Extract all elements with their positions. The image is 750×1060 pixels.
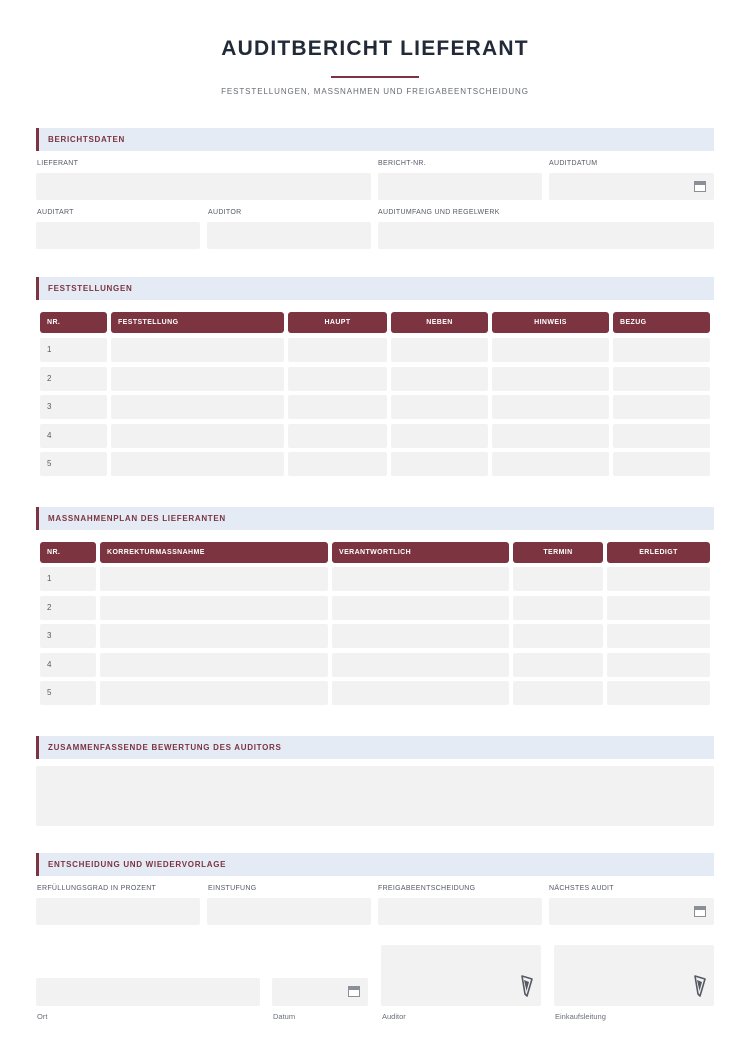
auditor-label: AUDITOR <box>208 209 242 216</box>
row-number: 1 <box>47 574 52 583</box>
actions-row-cell[interactable] <box>513 624 603 648</box>
row-number: 3 <box>47 402 52 411</box>
actions-row-cell[interactable] <box>332 681 509 705</box>
section-header-decision <box>36 853 714 876</box>
date-field[interactable] <box>272 978 368 1006</box>
section-header-assessment <box>36 736 714 759</box>
findings-col-finding: FESTSTELLUNG <box>111 312 284 333</box>
audit-type-label: AUDITART <box>37 209 74 216</box>
actions-row-cell[interactable] <box>607 653 710 677</box>
purchasing-signature-field[interactable] <box>554 945 714 1006</box>
findings-row-cell[interactable] <box>288 452 387 476</box>
findings-row-cell[interactable] <box>613 367 710 391</box>
page-title: AUDITBERICHT LIEFERANT <box>221 37 529 60</box>
section-header-action-plan <box>36 507 714 530</box>
findings-row-cell[interactable] <box>288 367 387 391</box>
actions-row-number-cell <box>40 596 96 620</box>
findings-row-cell[interactable] <box>391 395 488 419</box>
findings-col-reference: BEZUG <box>613 312 710 333</box>
calendar-icon[interactable] <box>694 181 706 192</box>
findings-row-cell[interactable] <box>111 424 284 448</box>
findings-row-cell[interactable] <box>613 424 710 448</box>
actions-row-cell[interactable] <box>607 596 710 620</box>
purchasing-signature-label: Einkaufsleitung <box>555 1012 606 1021</box>
auditor-field[interactable] <box>207 222 371 249</box>
section-title: ZUSAMMENFASSENDE BEWERTUNG DES AUDITORS <box>48 743 282 752</box>
actions-row-cell[interactable] <box>332 624 509 648</box>
row-number: 4 <box>47 659 52 669</box>
findings-row-cell[interactable] <box>391 367 488 391</box>
actions-row-number-cell <box>40 624 96 648</box>
findings-row-number-cell <box>40 424 107 448</box>
findings-row-cell[interactable] <box>391 424 488 448</box>
actions-row-cell[interactable] <box>513 653 603 677</box>
actions-row-cell[interactable] <box>100 567 328 591</box>
actions-col-done: ERLEDIGT <box>607 542 710 563</box>
supplier-label: LIEFERANT <box>37 160 79 167</box>
findings-row-cell[interactable] <box>492 367 609 391</box>
row-number: 5 <box>47 688 52 697</box>
row-number: 4 <box>47 430 52 440</box>
fulfillment-label: ERFÜLLUNGSGRAD IN PROZENT <box>37 885 157 892</box>
title-divider <box>331 76 419 78</box>
release-decision-label: FREIGABEENTSCHEIDUNG <box>378 885 476 892</box>
findings-row-cell[interactable] <box>492 395 609 419</box>
actions-row-number-cell <box>40 567 96 591</box>
actions-row-number-cell <box>40 653 96 677</box>
actions-row-cell[interactable] <box>607 624 710 648</box>
findings-row-cell[interactable] <box>111 338 284 362</box>
actions-row-cell[interactable] <box>100 624 328 648</box>
actions-row-cell[interactable] <box>513 596 603 620</box>
section-title: ENTSCHEIDUNG UND WIEDERVORLAGE <box>48 860 227 869</box>
audit-date-label: AUDITDATUM <box>549 160 598 167</box>
findings-row-cell[interactable] <box>111 367 284 391</box>
findings-row-cell[interactable] <box>391 452 488 476</box>
calendar-icon[interactable] <box>694 906 706 917</box>
findings-row-cell[interactable] <box>492 424 609 448</box>
findings-row-cell[interactable] <box>111 395 284 419</box>
calendar-icon[interactable] <box>348 986 360 997</box>
audit-scope-label: AUDITUMFANG UND REGELWERK <box>378 209 500 216</box>
findings-row-number-cell <box>40 452 107 476</box>
findings-row-number-cell <box>40 367 107 391</box>
actions-col-nr: NR. <box>40 542 96 563</box>
findings-row-number-cell <box>40 338 107 362</box>
row-number: 3 <box>47 631 52 640</box>
findings-row-cell[interactable] <box>613 395 710 419</box>
place-label: Ort <box>37 1012 48 1021</box>
auditor-signature-field[interactable] <box>381 945 541 1006</box>
section-header-findings <box>36 277 714 300</box>
row-number: 2 <box>47 373 52 383</box>
actions-col-corrective-action: KORREKTURMASSNAHME <box>100 542 328 563</box>
page-subtitle: FESTSTELLUNGEN, MASSNAHMEN UND FREIGABEENTSCHEIDUNG <box>221 87 529 96</box>
next-audit-label: NÄCHSTES AUDIT <box>549 885 614 892</box>
findings-row-cell[interactable] <box>613 338 710 362</box>
pen-nib-icon <box>520 974 534 998</box>
pen-nib-icon <box>693 974 707 998</box>
supplier-field[interactable] <box>36 173 371 200</box>
actions-row-cell[interactable] <box>100 596 328 620</box>
rating-field[interactable] <box>207 898 371 925</box>
actions-row-cell[interactable] <box>332 653 509 677</box>
actions-col-due-date: TERMIN <box>513 542 603 563</box>
audit-date-field[interactable] <box>549 173 714 200</box>
actions-row-cell[interactable] <box>607 567 710 591</box>
next-audit-field[interactable] <box>549 898 714 925</box>
actions-row-cell[interactable] <box>332 567 509 591</box>
row-number: 2 <box>47 602 52 612</box>
section-title: BERICHTSDATEN <box>48 135 125 144</box>
findings-row-cell[interactable] <box>288 395 387 419</box>
section-title: FESTSTELLUNGEN <box>48 284 133 293</box>
actions-row-cell[interactable] <box>100 681 328 705</box>
actions-row-cell[interactable] <box>100 653 328 677</box>
findings-row-cell[interactable] <box>492 452 609 476</box>
findings-row-cell[interactable] <box>613 452 710 476</box>
actions-row-cell[interactable] <box>513 681 603 705</box>
findings-row-cell[interactable] <box>391 338 488 362</box>
findings-col-minor: NEBEN <box>391 312 488 333</box>
report-no-field[interactable] <box>378 173 542 200</box>
findings-row-cell[interactable] <box>288 424 387 448</box>
auditor-signature-label: Auditor <box>382 1012 406 1021</box>
actions-row-cell[interactable] <box>513 567 603 591</box>
findings-col-major: HAUPT <box>288 312 387 333</box>
release-decision-field[interactable] <box>378 898 542 925</box>
findings-col-note: HINWEIS <box>492 312 609 333</box>
fulfillment-field[interactable] <box>36 898 200 925</box>
row-number: 1 <box>47 345 52 354</box>
row-number: 5 <box>47 459 52 468</box>
assessment-textarea[interactable] <box>36 766 714 826</box>
audit-scope-field[interactable] <box>378 222 714 249</box>
rating-label: EINSTUFUNG <box>208 885 257 892</box>
actions-col-responsible: VERANTWORTLICH <box>332 542 509 563</box>
report-no-label: BERICHT-NR. <box>378 160 427 167</box>
findings-row-cell[interactable] <box>111 452 284 476</box>
section-title: MASSNAHMENPLAN DES LIEFERANTEN <box>48 514 226 523</box>
actions-row-cell[interactable] <box>607 681 710 705</box>
actions-row-cell[interactable] <box>332 596 509 620</box>
findings-row-cell[interactable] <box>492 338 609 362</box>
section-header-report-data <box>36 128 714 151</box>
findings-row-number-cell <box>40 395 107 419</box>
actions-row-number-cell <box>40 681 96 705</box>
date-label: Datum <box>273 1012 296 1021</box>
findings-col-nr: NR. <box>40 312 107 333</box>
findings-row-cell[interactable] <box>288 338 387 362</box>
place-field[interactable] <box>36 978 260 1006</box>
audit-type-field[interactable] <box>36 222 200 249</box>
